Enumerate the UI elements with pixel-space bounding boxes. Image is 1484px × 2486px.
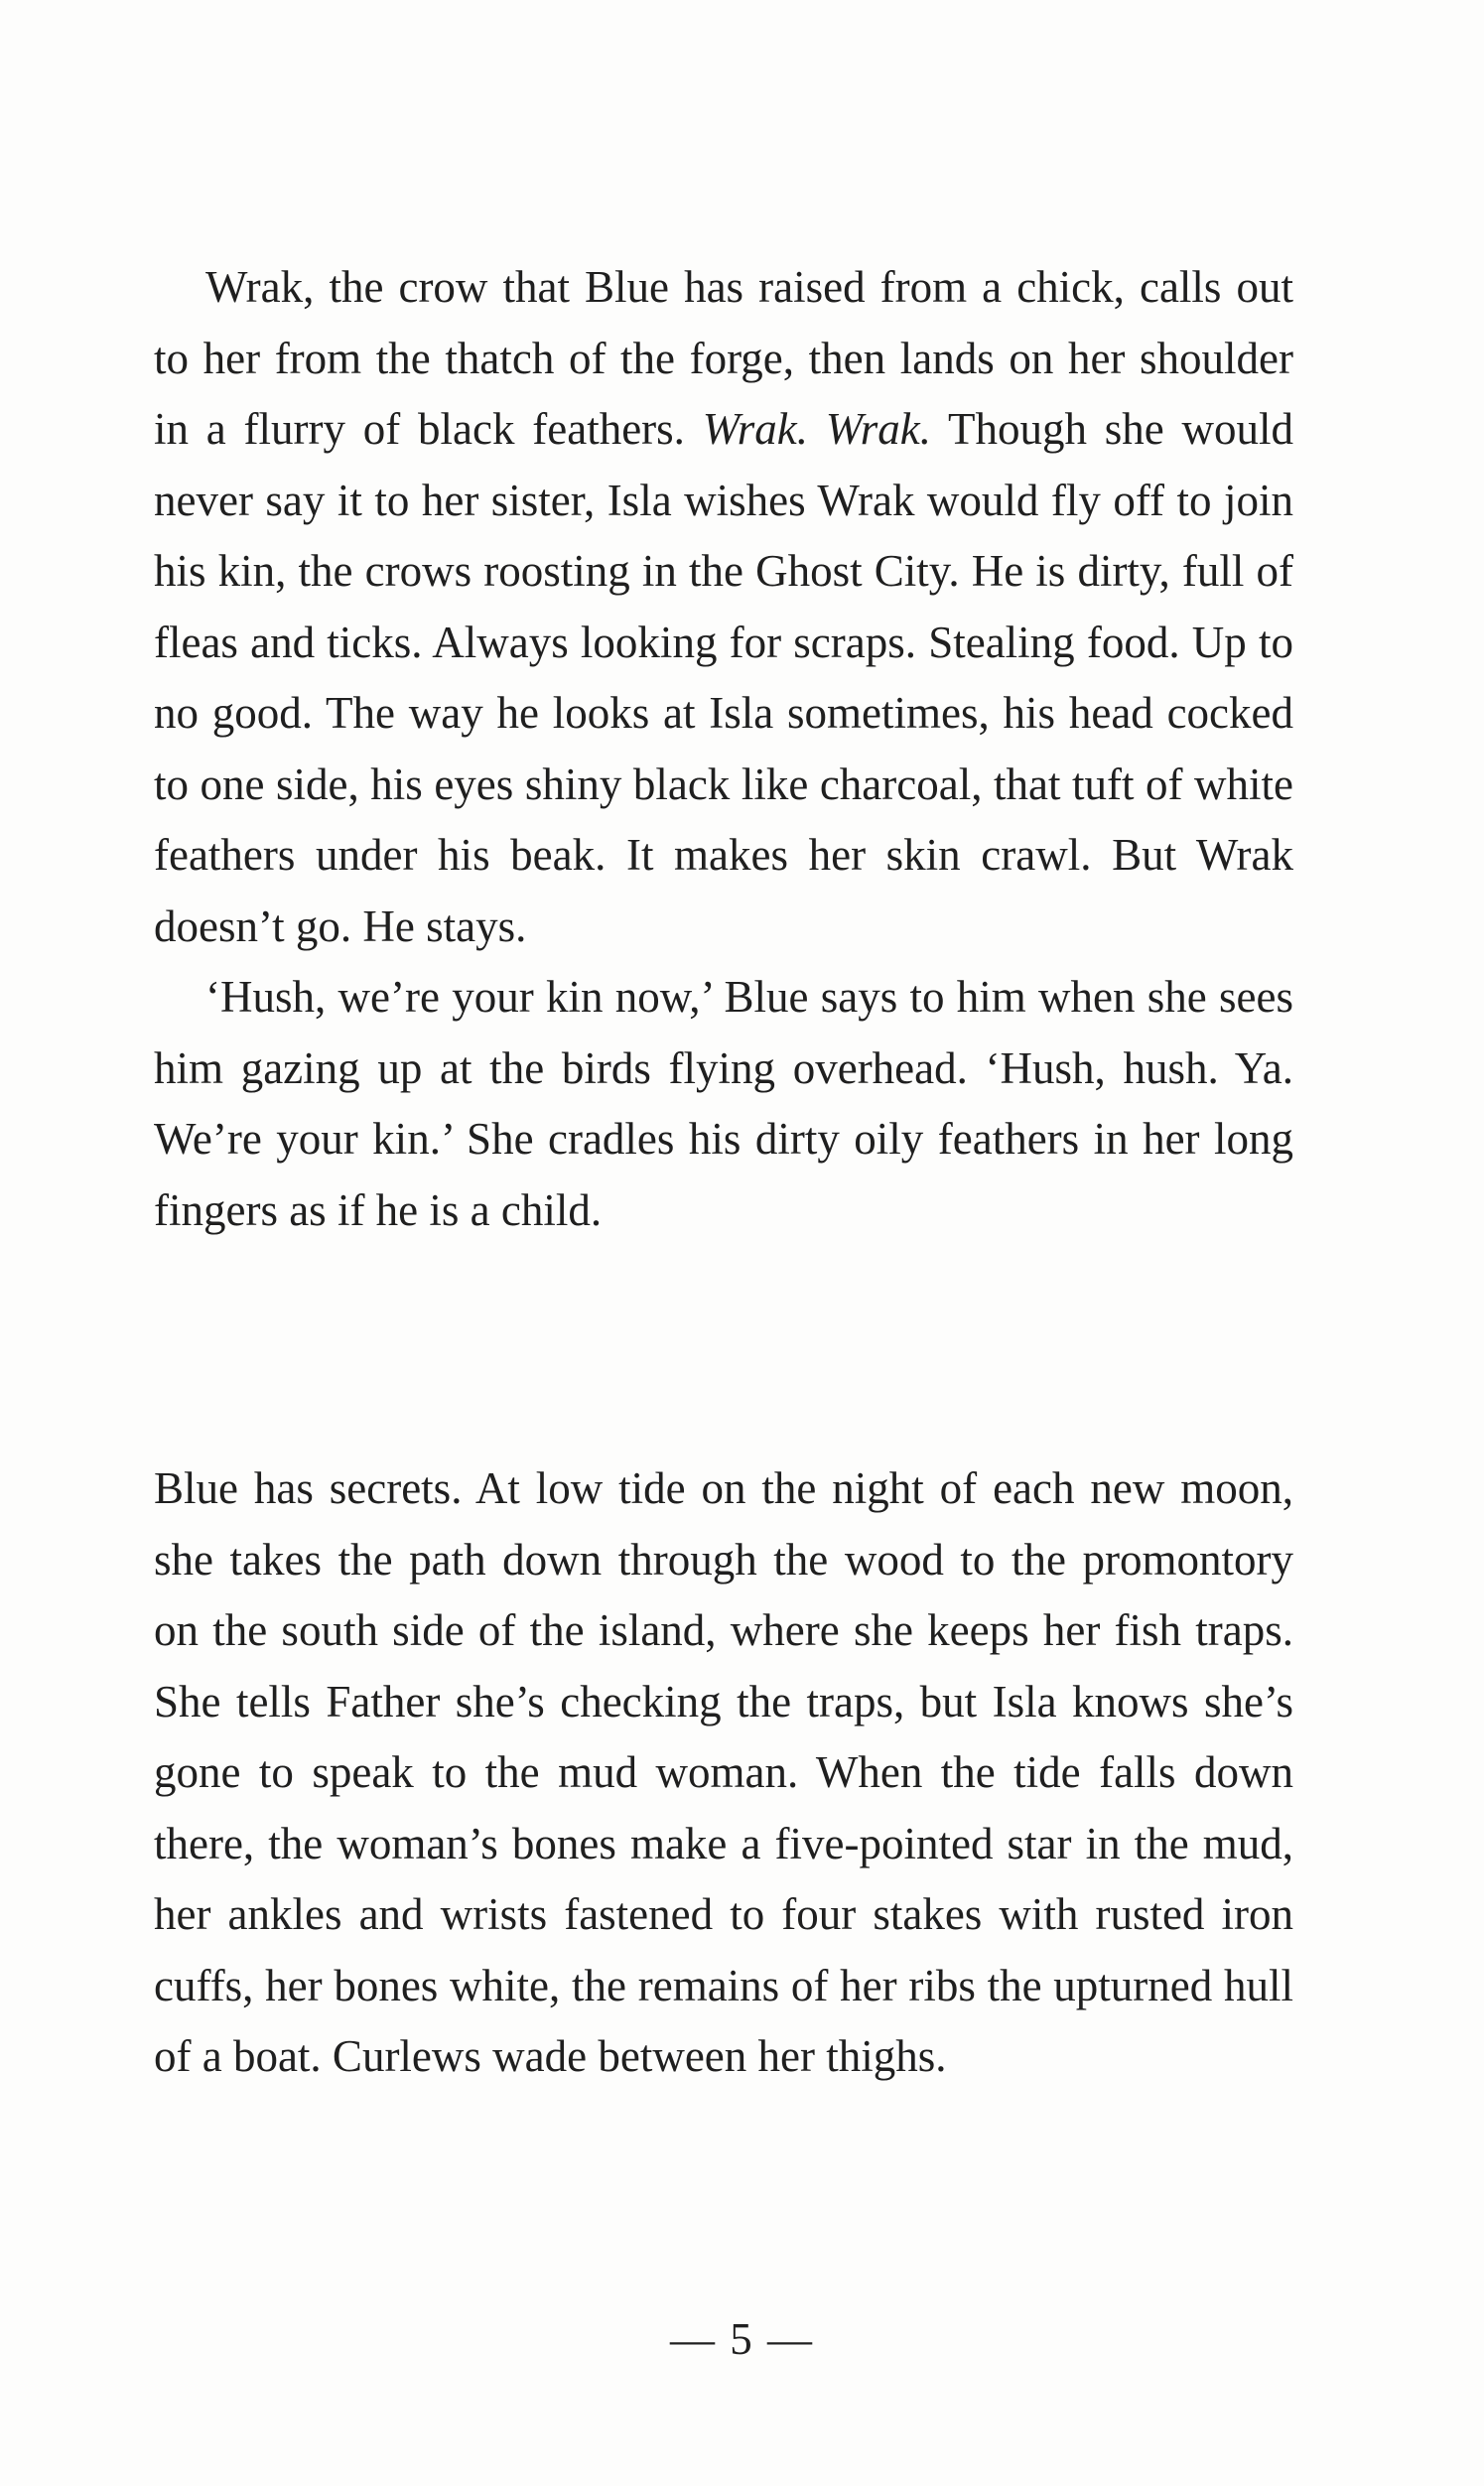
text-section-2 [154, 1453, 1293, 2093]
paragraph: ‘Hush, we’re your kin now,’ Blue says to him when she sees him gazing up at the birds flying overhead. ‘Hush, hush. Ya. We’re your kin.’ She cradles his dirty oily feathers in her long fingers as if he is a child. [154, 972, 1293, 1235]
paragraph-text-after: Though she would never say it to her sister, Isla wishes Wrak would fly off to join his kin, the crows roosting in the Ghost City. He is dirty, full of fleas and ticks. Always looking for scraps. Stealing food. Up to no good. The way he looks at Isla sometimes, his head cocked to one side, his eyes shiny black like charcoal, that tuft of white feathers under his beak. It makes her skin crawl. But Wrak doesn’t go. He stays. [154, 404, 1293, 951]
paragraph [154, 252, 1293, 962]
page-number: — 5 — [670, 2314, 814, 2364]
paragraph: Blue has secrets. At low tide on the night of each new moon, she takes the path down through the wood to the promontory on the south side of the island, where she keeps her fish traps. She tells Father she’s checking the traps, but Isla knows she’s gone to speak to the mud woman. When the tide falls down there, the woman’s bones make a five-pointed star in the mud, her ankles and wrists fastened to four stakes with rusted iron cuffs, her bones white, the remains of her ribs the upturned hull of a boat. Curlews wade between her thighs. [154, 1463, 1293, 2081]
italic-cry: Wrak. Wrak. [702, 404, 931, 454]
paragraph-text-before: Wrak, the crow that Blue has raised from a chick, calls out to her from the thatch of the forge, then lands on her shoulder in a flurry of black feathers. [154, 262, 1293, 454]
text-section-1 [154, 252, 1293, 1246]
